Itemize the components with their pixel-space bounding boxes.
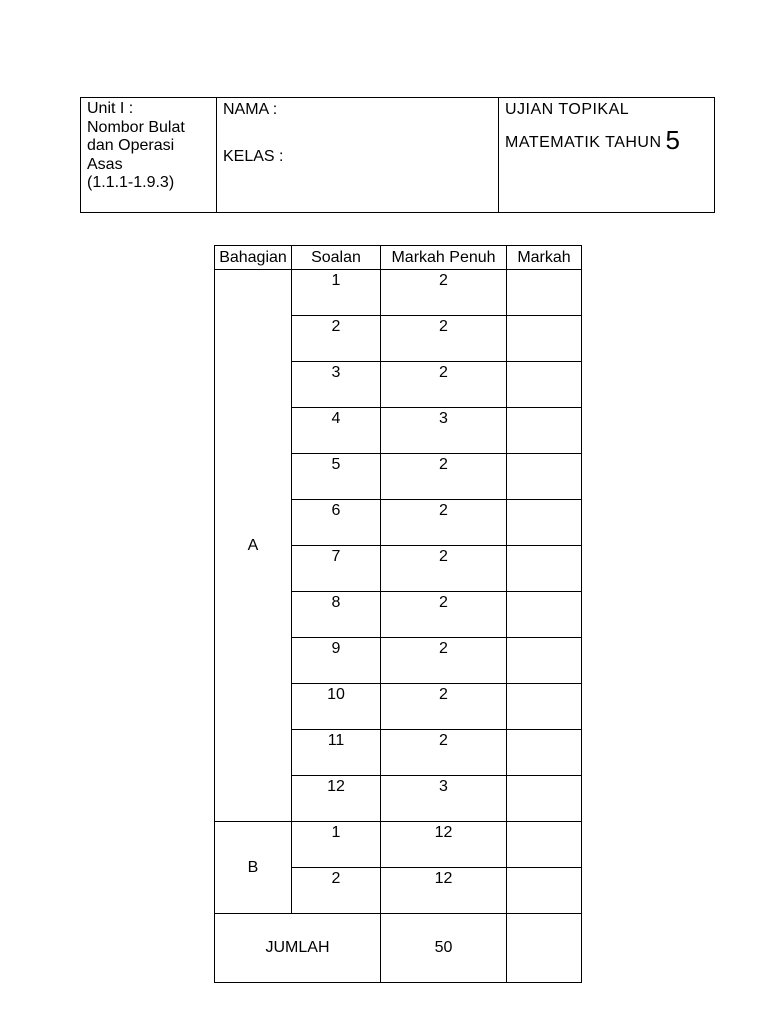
full-marks: 12 xyxy=(381,868,507,914)
section-label: B xyxy=(215,822,292,914)
nama-label: NAMA : xyxy=(223,101,278,118)
question-number: 2 xyxy=(292,316,381,362)
kelas-label: KELAS : xyxy=(223,148,284,165)
question-number: 3 xyxy=(292,362,381,408)
marks-header-row xyxy=(215,246,582,270)
marks-obtained[interactable] xyxy=(507,822,582,868)
question-number: 1 xyxy=(292,270,381,316)
full-marks: 12 xyxy=(381,822,507,868)
exam-title-line2-wrap xyxy=(505,125,708,155)
exam-title-cell xyxy=(499,98,715,213)
full-marks: 2 xyxy=(381,638,507,684)
marks-obtained[interactable] xyxy=(507,270,582,316)
unit-line: Nombor Bulat xyxy=(87,118,185,136)
full-marks: 2 xyxy=(381,546,507,592)
full-marks: 2 xyxy=(381,316,507,362)
marks-obtained[interactable] xyxy=(507,638,582,684)
full-marks: 2 xyxy=(381,454,507,500)
marks-body xyxy=(215,270,582,983)
full-marks: 2 xyxy=(381,684,507,730)
marks-table xyxy=(214,245,582,983)
total-marks[interactable] xyxy=(507,914,582,983)
question-number: 6 xyxy=(292,500,381,546)
marks-obtained[interactable] xyxy=(507,454,582,500)
marks-obtained[interactable] xyxy=(507,408,582,454)
section-label: A xyxy=(215,270,292,822)
unit-line: Unit I : xyxy=(87,100,134,117)
question-number: 2 xyxy=(292,868,381,914)
unit-line: Asas xyxy=(87,155,123,173)
question-number: 7 xyxy=(292,546,381,592)
full-marks: 2 xyxy=(381,270,507,316)
question-number: 9 xyxy=(292,638,381,684)
marks-obtained[interactable] xyxy=(507,868,582,914)
year-number: 5 xyxy=(665,125,681,155)
marks-obtained[interactable] xyxy=(507,684,582,730)
marks-obtained[interactable] xyxy=(507,362,582,408)
question-number: 4 xyxy=(292,408,381,454)
question-number: 10 xyxy=(292,684,381,730)
question-number: 5 xyxy=(292,454,381,500)
table-row xyxy=(215,822,582,868)
exam-title-line2: MATEMATIK TAHUN xyxy=(505,134,662,151)
col-header-markah-penuh: Markah Penuh xyxy=(381,246,507,270)
col-header-bahagian: Bahagian xyxy=(215,246,292,270)
marks-obtained[interactable] xyxy=(507,592,582,638)
header-table xyxy=(80,97,715,213)
full-marks: 2 xyxy=(381,362,507,408)
full-marks: 2 xyxy=(381,500,507,546)
marks-obtained[interactable] xyxy=(507,546,582,592)
marks-obtained[interactable] xyxy=(507,776,582,822)
student-info-cell xyxy=(217,98,499,213)
full-marks: 3 xyxy=(381,776,507,822)
total-label: JUMLAH xyxy=(215,914,381,983)
question-number: 11 xyxy=(292,730,381,776)
total-row xyxy=(215,914,582,983)
unit-info-cell xyxy=(81,98,217,213)
col-header-soalan: Soalan xyxy=(292,246,381,270)
question-number: 1 xyxy=(292,822,381,868)
unit-line: (1.1.1-1.9.3) xyxy=(87,174,175,191)
question-number: 12 xyxy=(292,776,381,822)
col-header-markah: Markah xyxy=(507,246,582,270)
unit-line: dan Operasi xyxy=(87,137,175,154)
marks-obtained[interactable] xyxy=(507,500,582,546)
marks-obtained[interactable] xyxy=(507,730,582,776)
marks-obtained[interactable] xyxy=(507,316,582,362)
full-marks: 2 xyxy=(381,730,507,776)
full-marks: 2 xyxy=(381,592,507,638)
full-marks: 3 xyxy=(381,408,507,454)
exam-title-line1: UJIAN TOPIKAL xyxy=(505,101,630,118)
question-number: 8 xyxy=(292,592,381,638)
total-full-marks: 50 xyxy=(381,914,507,983)
table-row xyxy=(215,270,582,316)
